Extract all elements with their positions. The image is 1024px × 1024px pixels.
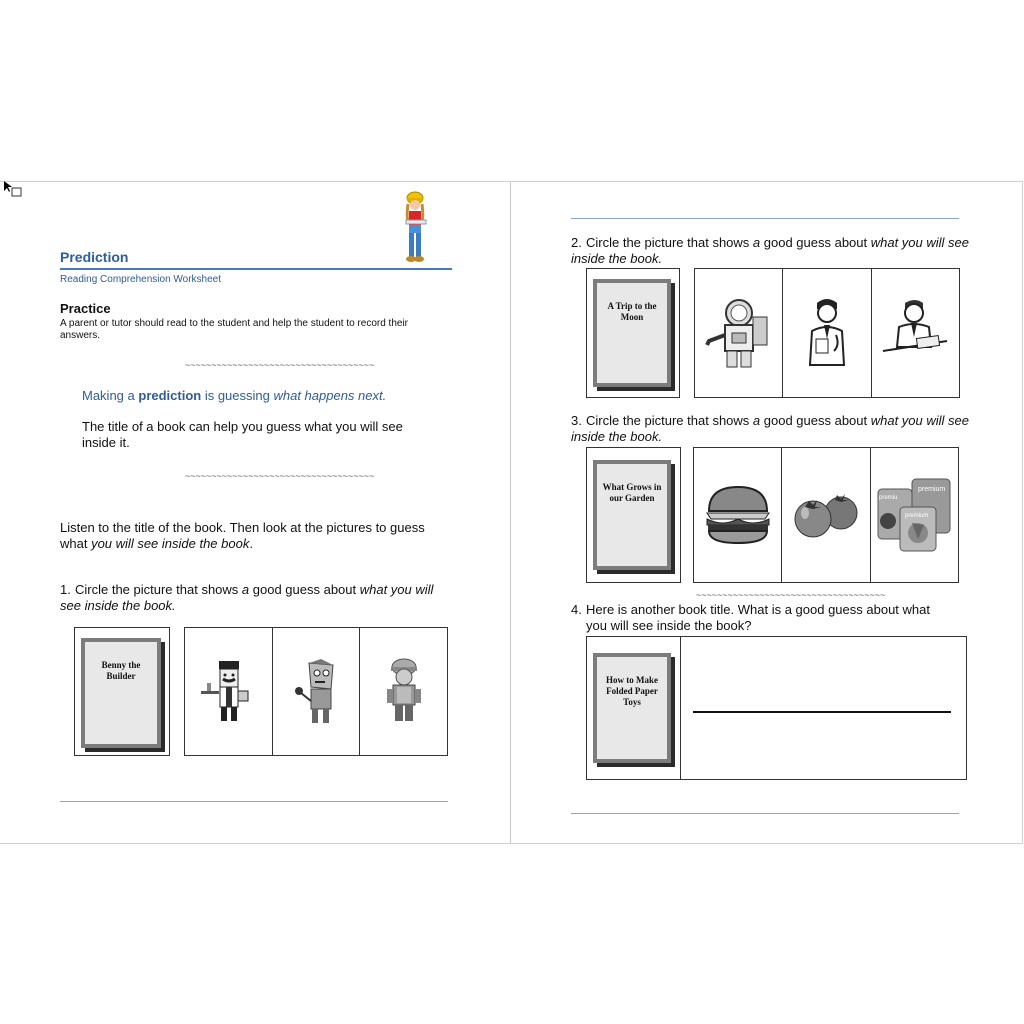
- builder-icon: [369, 657, 439, 727]
- reporter-icon: [281, 657, 351, 727]
- question-emphasis: a: [241, 582, 250, 597]
- cans-icon: [874, 475, 954, 555]
- prediction-definition: [82, 388, 386, 403]
- picture-choices: [693, 447, 959, 583]
- picture-choice[interactable]: [185, 628, 272, 755]
- hamburger-icon: [703, 483, 773, 547]
- question-emphasis: what you will see inside the book.: [571, 413, 970, 444]
- question-emphasis: what you will see inside the book.: [60, 582, 434, 613]
- question-text: good guess about: [760, 235, 871, 250]
- question-text: Circle the picture that shows: [586, 413, 753, 428]
- instructions-emphasis: you will see inside the book: [91, 536, 250, 551]
- question-emphasis: what you will see inside the book.: [571, 235, 970, 266]
- book-cell: [586, 268, 680, 398]
- question-1: [60, 582, 452, 614]
- can-label: premiu: [879, 495, 898, 501]
- definition-part: Making a: [82, 388, 139, 403]
- question-text: good guess about: [760, 413, 871, 428]
- picture-choice[interactable]: [272, 628, 360, 755]
- tomatoes-icon: [789, 487, 863, 543]
- picture-choice[interactable]: [782, 269, 870, 397]
- picture-choice[interactable]: [781, 448, 869, 582]
- answer-box-divider: [680, 637, 681, 779]
- title-underline: [60, 268, 452, 270]
- practice-text: A parent or tutor should read to the student and help the student to record their answers.: [60, 318, 409, 341]
- instructions-part: Listen to the title of the book. Then look at the pictures to guess what: [60, 520, 425, 551]
- page-header-rule: [571, 218, 959, 219]
- question-text: good guess about: [249, 582, 360, 597]
- picture-choice[interactable]: [359, 628, 447, 755]
- answer-box: [586, 636, 967, 780]
- can-label: premium: [918, 486, 946, 493]
- book-cell: [586, 447, 681, 583]
- picture-choice[interactable]: [694, 448, 781, 582]
- book-title: A Trip to the Moon: [607, 301, 657, 322]
- picture-choice[interactable]: [870, 448, 958, 582]
- practice-heading: Practice: [60, 301, 111, 316]
- definition-part: is guessing: [201, 388, 274, 403]
- mouse-cursor-icon: [3, 180, 23, 198]
- title-help-text: The title of a book can help you guess what you will see inside it.: [82, 419, 403, 450]
- picture-choice[interactable]: [871, 269, 959, 397]
- instructions-part: .: [249, 536, 253, 551]
- page-divider: [510, 181, 511, 843]
- divider-tilde: ~~~~~~~~~~~~~~~~~~~~~~~~~~~~~~~~~~~~: [696, 590, 886, 600]
- can-label: premium: [905, 513, 929, 519]
- astronaut-icon: [699, 295, 779, 371]
- book-cell: [74, 627, 170, 756]
- question-text: Circle the picture that shows: [586, 235, 753, 250]
- book-cover: [593, 653, 671, 763]
- question-4: [571, 602, 961, 634]
- doctor-icon: [792, 295, 862, 371]
- page-subtitle: Reading Comprehension Worksheet: [60, 274, 222, 285]
- construction-worker-icon: [398, 190, 432, 266]
- book-cover: [81, 638, 161, 748]
- book-title: How to Make Folded Paper Toys: [606, 675, 658, 707]
- page-title: Prediction: [60, 249, 129, 265]
- question-text: Here is another book title. What is a good guess about what you will see inside the book?: [586, 602, 930, 633]
- book-cover: [593, 279, 671, 387]
- picture-choices: [184, 627, 448, 756]
- answer-line[interactable]: [693, 711, 951, 713]
- prediction-term: prediction: [138, 388, 202, 403]
- book-title: What Grows in our Garden: [602, 482, 662, 503]
- page-footer-rule: [60, 801, 448, 802]
- divider-tilde: ~~~~~~~~~~~~~~~~~~~~~~~~~~~~~~~~~~~~: [185, 471, 375, 481]
- page-footer-rule: [571, 813, 959, 814]
- book-title: Benny the Builder: [101, 660, 141, 681]
- question-3: [571, 413, 971, 445]
- picture-choice[interactable]: [695, 269, 782, 397]
- instructions-text: [60, 520, 450, 552]
- question-number: 2.: [571, 235, 582, 250]
- question-2: [571, 235, 971, 267]
- waiter-icon: [193, 657, 263, 727]
- question-number: 1.: [60, 582, 71, 597]
- office-worker-icon: [877, 295, 953, 371]
- question-text: Circle the picture that shows: [75, 582, 242, 597]
- question-emphasis: a: [752, 235, 761, 250]
- question-number: 4.: [571, 602, 582, 617]
- picture-choices: [694, 268, 960, 398]
- question-number: 3.: [571, 413, 582, 428]
- divider-tilde: ~~~~~~~~~~~~~~~~~~~~~~~~~~~~~~~~~~~~: [185, 360, 375, 370]
- worker-girl-clipart: [398, 190, 432, 266]
- definition-emphasis: what happens next.: [273, 388, 387, 403]
- question-emphasis: a: [752, 413, 761, 428]
- book-cover: [593, 460, 671, 570]
